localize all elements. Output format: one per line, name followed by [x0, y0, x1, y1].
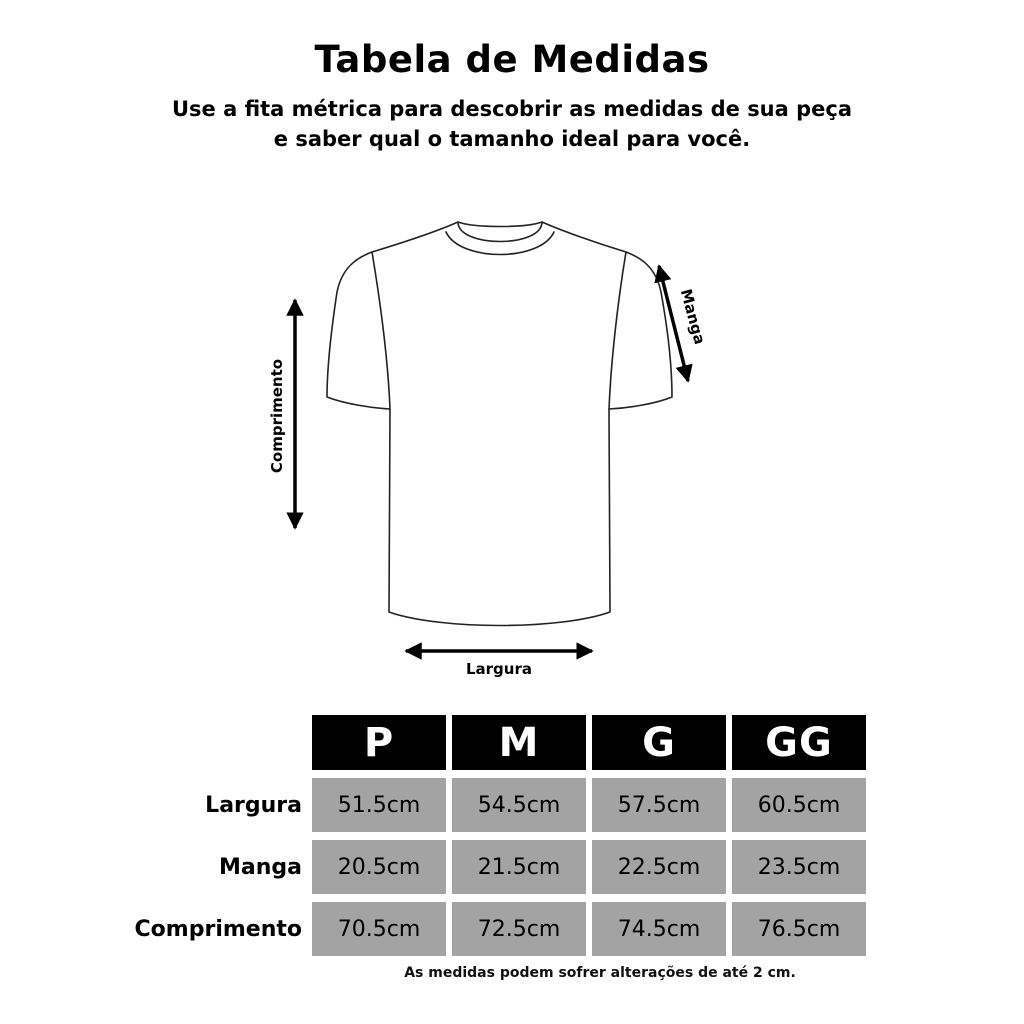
size-header-p: P — [312, 715, 446, 770]
subtitle-line-2: e saber qual o tamanho ideal para você. — [273, 127, 751, 151]
largura-g-value: 57.5cm — [592, 778, 726, 832]
manga-g-value: 22.5cm — [592, 840, 726, 894]
page-title: Tabela de Medidas — [314, 38, 710, 81]
sleeve-arrow — [659, 266, 688, 381]
size-header-g: G — [592, 715, 726, 770]
comprimento-p-value: 70.5cm — [312, 902, 446, 956]
table-row-largura — [124, 778, 866, 832]
largura-p-value: 51.5cm — [312, 778, 446, 832]
row-label-comprimento: Comprimento — [134, 916, 302, 942]
size-header-m: M — [452, 715, 586, 770]
manga-m-value: 21.5cm — [452, 840, 586, 894]
width-label: Largura — [465, 660, 533, 678]
row-label-manga: Manga — [219, 854, 302, 880]
footer-note: As medidas podem sofrer alterações de até 2 cm. — [404, 965, 796, 981]
size-header-gg: GG — [732, 715, 866, 770]
comprimento-m-value: 72.5cm — [452, 902, 586, 956]
table-row-manga — [124, 840, 866, 894]
largura-gg-value: 60.5cm — [732, 778, 866, 832]
subtitle-line-1: Use a fita métrica para descobrir as medidas de sua peça — [171, 97, 853, 121]
size-header-row — [124, 715, 866, 770]
sleeve-label: Manga — [676, 287, 709, 347]
tshirt-outline — [327, 222, 672, 626]
table-corner — [124, 715, 306, 770]
comprimento-gg-value: 76.5cm — [732, 902, 866, 956]
comprimento-g-value: 74.5cm — [592, 902, 726, 956]
row-label-largura: Largura — [205, 792, 302, 818]
table-row-comprimento — [124, 902, 866, 956]
largura-m-value: 54.5cm — [452, 778, 586, 832]
length-label: Comprimento — [268, 358, 286, 474]
manga-gg-value: 23.5cm — [732, 840, 866, 894]
size-table — [118, 707, 872, 964]
manga-p-value: 20.5cm — [312, 840, 446, 894]
